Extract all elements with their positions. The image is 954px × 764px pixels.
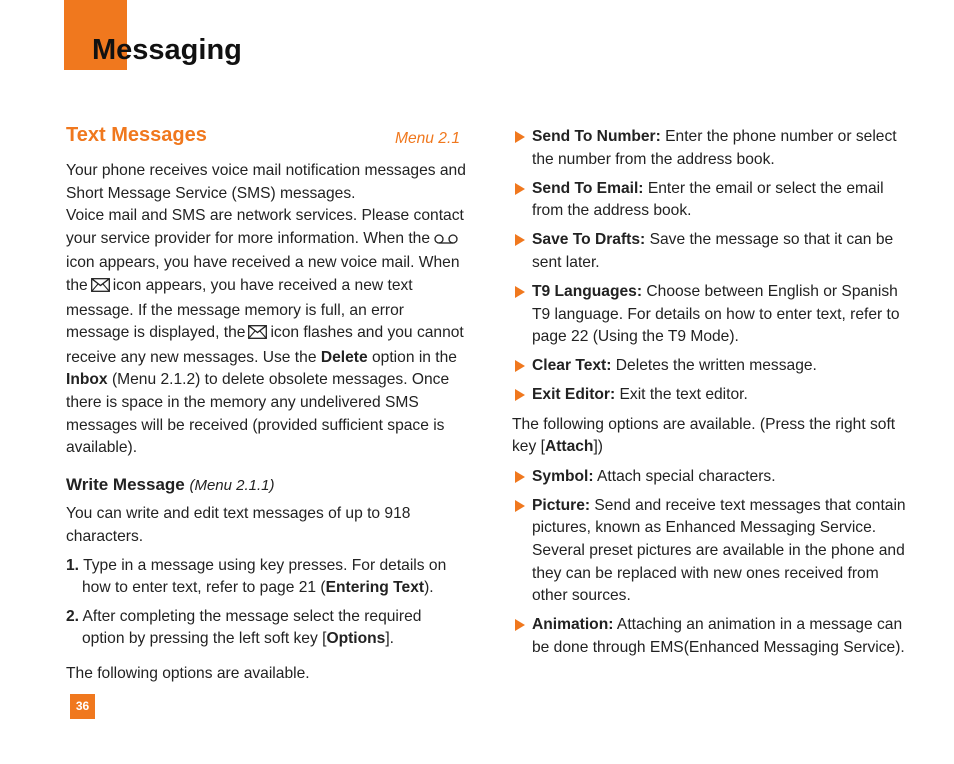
intro-paragraph-1: Your phone receives voice mail notification messages and Short Message Service (SMS) messages. (66, 162, 466, 202)
list-item: Send To Number: Enter the phone number or select the number from the address book. (512, 126, 912, 171)
bullet-triangle-icon (515, 234, 525, 246)
list-item: T9 Languages: Choose between English or Spanish T9 language. For details on how to enter text, refer to page 22 (Using the T9 Mode). (512, 281, 912, 349)
section-menu-ref: Menu 2.1 (394, 130, 460, 147)
delete-option-label: Delete (320, 348, 368, 366)
envelope-icon (91, 277, 110, 300)
left-column (66, 122, 466, 685)
envelope-icon (248, 324, 267, 347)
page-title: Messaging (92, 34, 242, 66)
bullet-triangle-icon (515, 183, 525, 195)
following-options-text: The following options are available. (66, 664, 310, 682)
intro-paragraph-2: Voice mail and SMS are network services. Please contact your service provider for more information. When theicon appears, you have received a new voice mail. When the icon appears, you have received a new text message. If the message memory is full, an error message is displayed, the icon flashes and you cannot receive any new messages. Use the Delete option in the Inbox (Menu 2.1.2) to delete obsolete messages. Once there is space in the memory any undelivered SMS messages will be received (provided sufficient space is available). (66, 207, 464, 457)
list-item: Exit Editor: Exit the text editor. (512, 384, 912, 407)
section-title: Text Messages (66, 124, 207, 146)
write-message-desc: You can write and edit text messages of up to 918 characters. (66, 505, 411, 545)
list-item: Picture: Send and receive text messages that contain pictures, known as Enhanced Messaging Service. Several preset pictures are available in the phone and they can be replaced with new ones received from other sources. (512, 495, 912, 608)
write-message-heading: Write Message (Menu 2.1.1) (66, 474, 275, 494)
bullet-triangle-icon (515, 500, 525, 512)
attach-note: The following options are available. (Press the right soft key [Attach]) (512, 415, 896, 456)
list-item: Save To Drafts: Save the message so that it can be sent later. (512, 229, 912, 274)
bullet-triangle-icon (515, 360, 525, 372)
step-2: 2. After completing the message select the required option by pressing the left soft key [Options]. (66, 607, 422, 648)
inbox-label: Inbox (66, 371, 108, 389)
section-heading (66, 122, 466, 160)
bullet-triangle-icon (515, 286, 525, 298)
write-message-menu-ref: (Menu 2.1.1) (189, 476, 275, 494)
bullet-triangle-icon (515, 131, 525, 143)
list-item: Animation: Attaching an animation in a message can be done through EMS(Enhanced Messaging Service). (512, 614, 912, 659)
bullet-triangle-icon (515, 389, 525, 401)
page-number: 36 (70, 694, 95, 719)
right-column (512, 126, 912, 666)
bullet-triangle-icon (515, 619, 525, 631)
step-1: 1. Type in a message using key presses. For details on how to enter text, refer to page 21 (Entering Text). (66, 556, 447, 597)
voicemail-icon (433, 230, 459, 253)
list-item: Send To Email: Enter the email or select the email from the address book. (512, 178, 912, 223)
bullet-triangle-icon (515, 471, 525, 483)
list-item: Symbol: Attach special characters. (512, 466, 912, 489)
list-item: Clear Text: Deletes the written message. (512, 355, 912, 378)
